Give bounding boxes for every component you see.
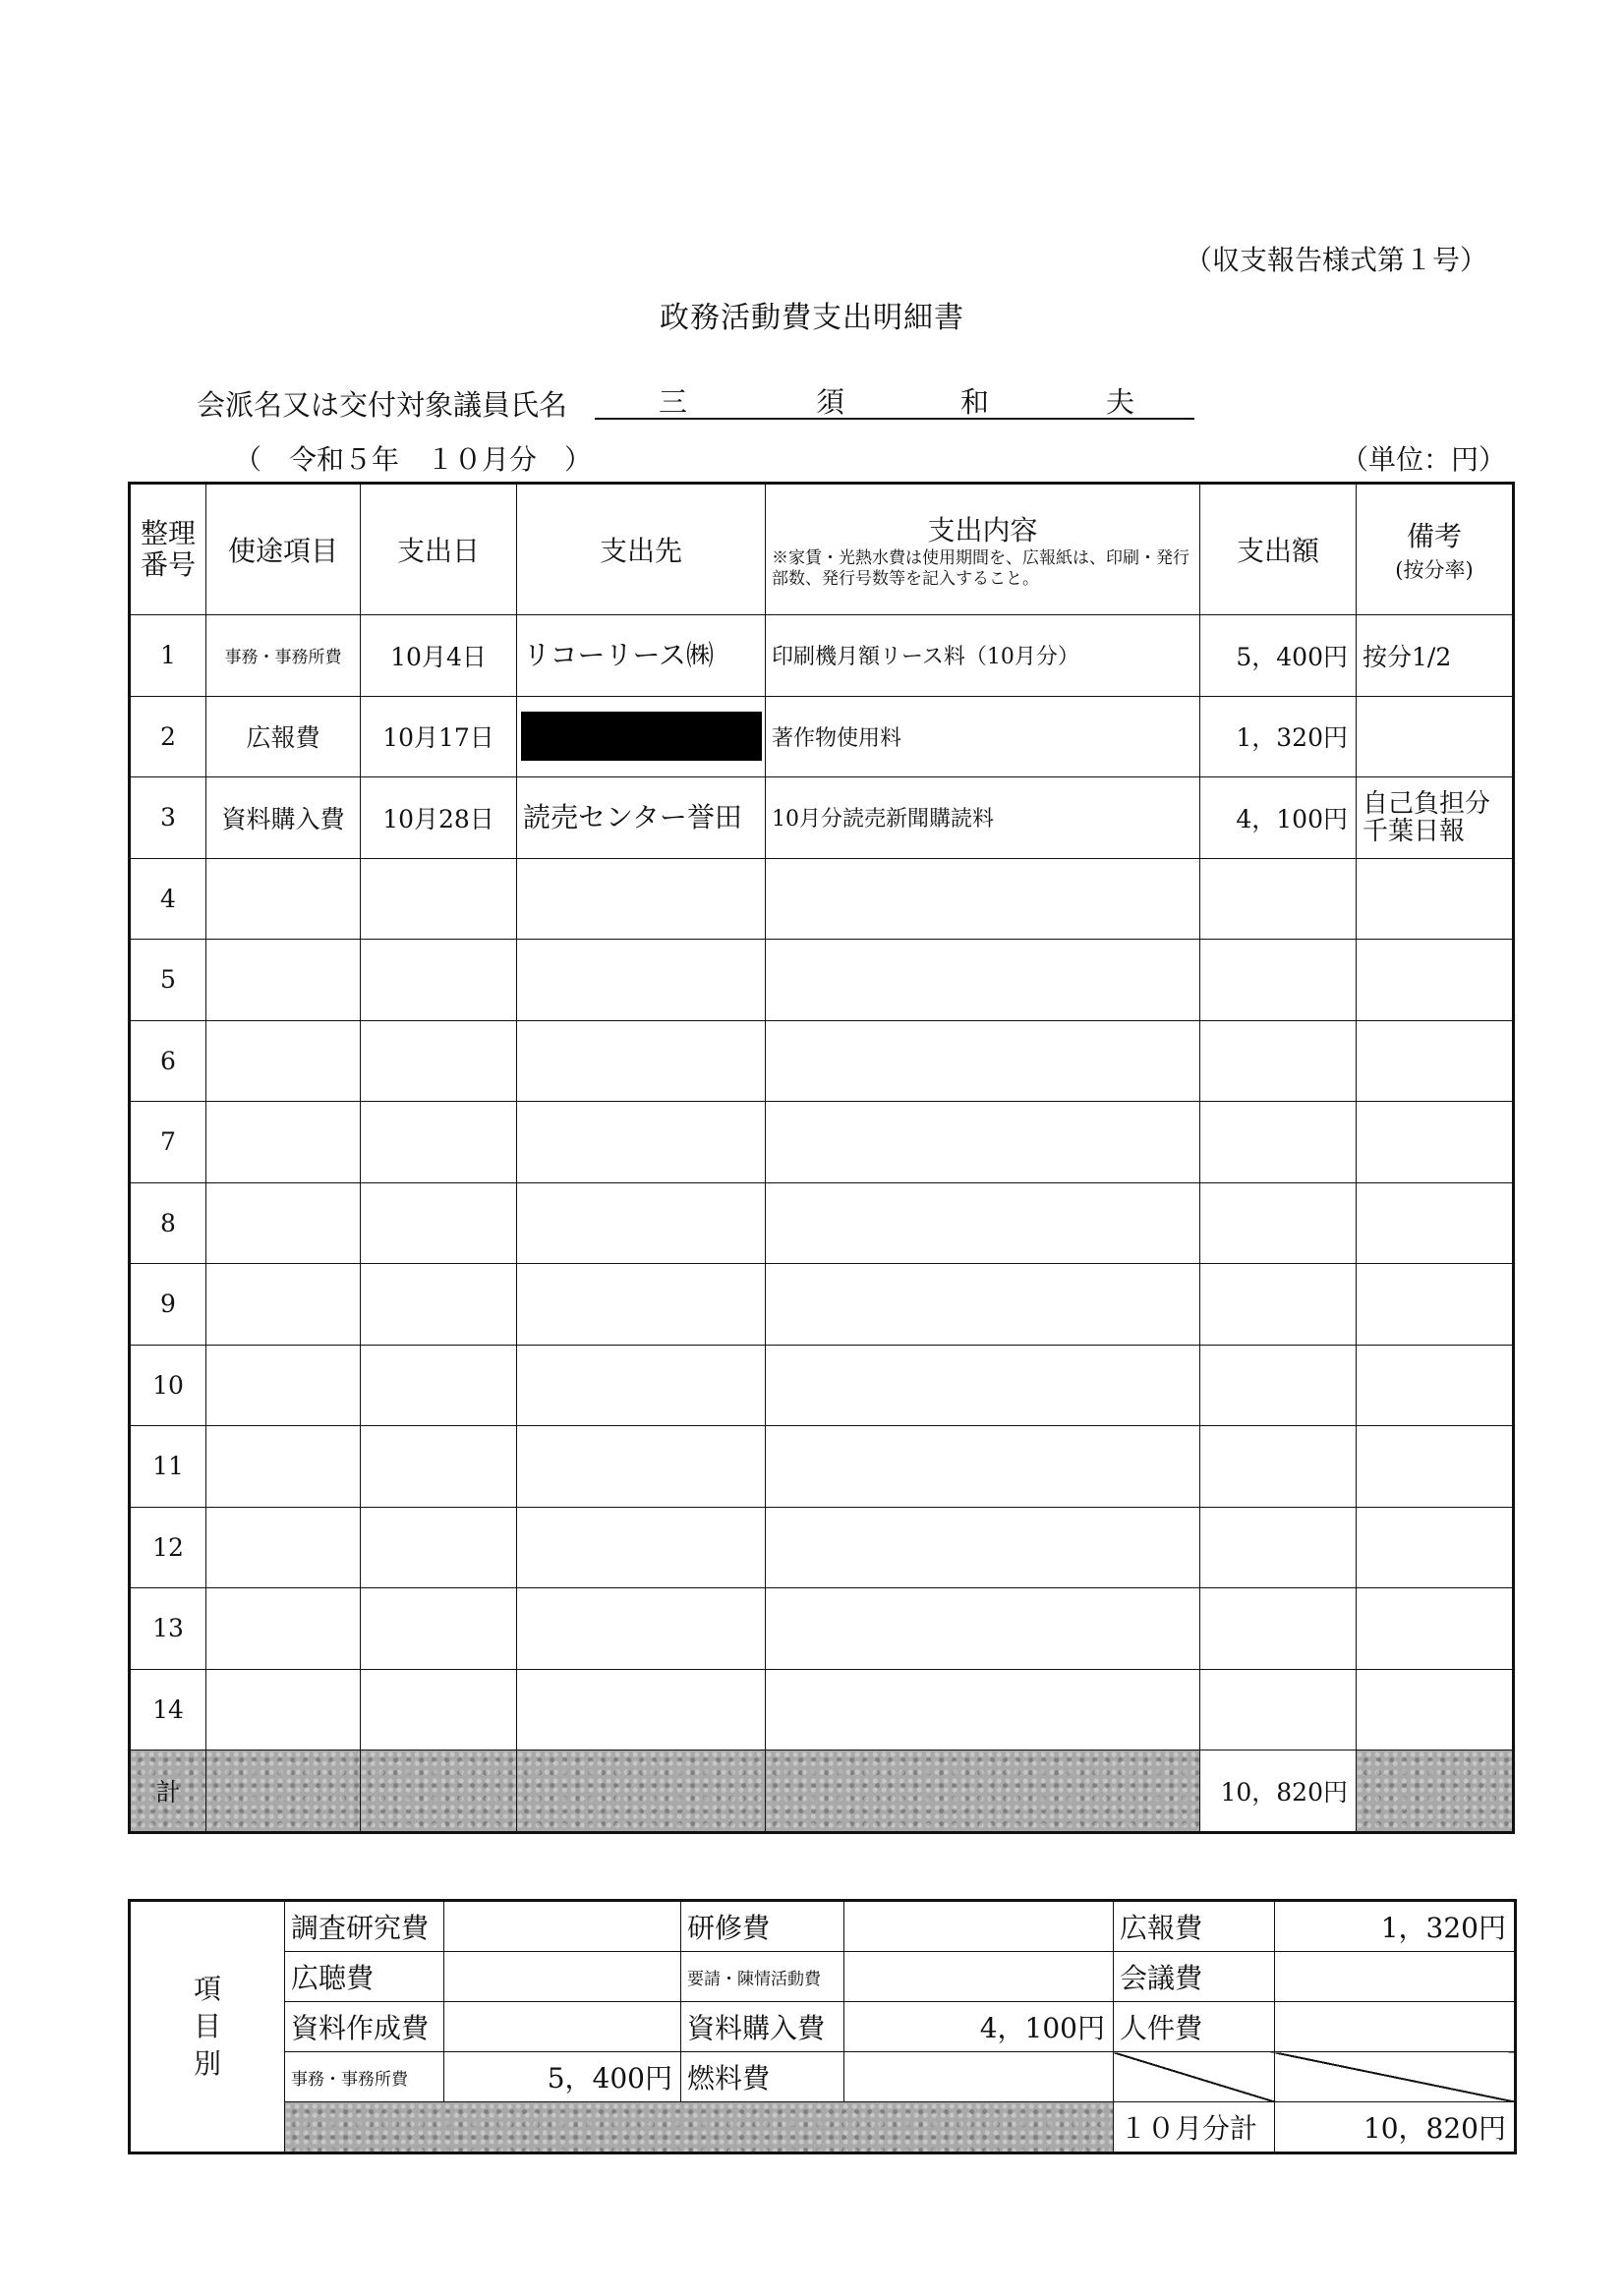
fuel-label: 燃料費 [681,2052,844,2102]
row-no: 8 [130,1182,206,1264]
row-content [766,1507,1200,1588]
row-remarks [1357,1426,1514,1508]
training-label: 研修費 [681,1901,844,1952]
pr-amount: 1，320円 [1275,1901,1516,1952]
row-payee [517,1020,766,1102]
row-remarks [1357,1507,1514,1588]
category-label: 項目別 [130,1901,285,2153]
row-date [361,1182,517,1264]
header-row [130,484,1514,615]
materials-prep-amount [444,2002,681,2052]
redaction-block [521,712,762,761]
member-name-char: 三 [659,385,688,419]
row-amount: 1，320円 [1200,696,1357,777]
row-date [361,1669,517,1751]
row-no: 12 [130,1507,206,1588]
row-amount [1200,1182,1357,1264]
header-remarks-title: 備考 [1406,520,1462,552]
hearing-label: 広聴費 [285,1952,444,2002]
row-no: 2 [130,696,206,777]
row-amount [1200,1345,1357,1426]
personnel-label: 人件費 [1114,2002,1275,2052]
row-payee [517,696,766,777]
summary-row [130,2102,1516,2153]
table-row [130,1020,1514,1102]
shaded-cell [1357,1751,1514,1833]
row-date: 10月4日 [361,615,517,697]
table-row [130,1426,1514,1508]
summary-row [130,2002,1516,2052]
row-purpose [206,1507,361,1588]
row-content [766,940,1200,1021]
row-payee [517,1669,766,1751]
row-remarks [1357,858,1514,940]
total-label: 計 [130,1751,206,1833]
header-payee: 支出先 [517,484,766,615]
table-row [130,1345,1514,1426]
header-purpose: 使途項目 [206,484,361,615]
row-content [766,1264,1200,1346]
row-amount [1200,940,1357,1021]
row-payee: 読売センター誉田 [517,777,766,859]
month-total-amount: 10，820円 [1275,2102,1516,2153]
row-remarks [1357,940,1514,1021]
row-purpose: 事務・事務所費 [206,615,361,697]
row-content [766,1182,1200,1264]
row-amount: 5，400円 [1200,615,1357,697]
unit-label: （単位：円） [1341,443,1507,476]
member-name-char: 須 [816,385,845,419]
petition-label: 要請・陳情活動費 [681,1952,844,2002]
row-date [361,1264,517,1346]
materials-purchase-label: 資料購入費 [681,2002,844,2052]
row-content [766,1345,1200,1426]
row-amount [1200,1264,1357,1346]
petition-amount [844,1952,1114,2002]
materials-purchase-amount: 4，100円 [844,2002,1114,2052]
row-purpose [206,940,361,1021]
shaded-cell [361,1751,517,1833]
row-payee [517,1345,766,1426]
row-no: 3 [130,777,206,859]
research-amount [444,1901,681,1952]
row-remarks [1357,1345,1514,1426]
shaded-cell [206,1751,361,1833]
row-content: 著作物使用料 [766,696,1200,777]
row-no: 7 [130,1102,206,1183]
row-payee [517,1264,766,1346]
personnel-amount [1275,2002,1516,2052]
form-number: （収支報告様式第１号） [1185,244,1488,276]
table-row [130,1669,1514,1751]
header-amount: 支出額 [1200,484,1357,615]
row-purpose [206,858,361,940]
table-row [130,1264,1514,1346]
member-name-char: 和 [960,385,990,419]
row-content: 印刷機月額リース料（10月分） [766,615,1200,697]
row-payee [517,1102,766,1183]
row-payee [517,1507,766,1588]
member-name-char: 夫 [1106,385,1135,419]
row-purpose [206,1182,361,1264]
report-period: （ 令和５年 １０月分 ） [234,443,593,476]
row-remarks: 按分1/2 [1357,615,1514,697]
row-payee: リコーリース㈱ [517,615,766,697]
shaded-cell [766,1751,1200,1833]
meeting-amount [1275,1952,1516,2002]
row-purpose: 資料購入費 [206,777,361,859]
crossed-out-cell [1275,2052,1516,2102]
row-amount [1200,1020,1357,1102]
row-no: 14 [130,1669,206,1751]
party-label: 会派名又は交付対象議員氏名 [197,388,568,422]
row-content [766,1588,1200,1670]
row-no: 10 [130,1345,206,1426]
table-row [130,1102,1514,1183]
crossed-out-cell [1114,2052,1275,2102]
category-summary-table [128,1899,1517,2154]
row-payee [517,858,766,940]
row-remarks [1357,1182,1514,1264]
row-no: 5 [130,940,206,1021]
row-content [766,1669,1200,1751]
row-date [361,1507,517,1588]
shaded-cell [517,1751,766,1833]
row-no: 13 [130,1588,206,1670]
header-content [766,484,1200,615]
row-amount [1200,1507,1357,1588]
header-date: 支出日 [361,484,517,615]
office-amount: 5，400円 [444,2052,681,2102]
row-date [361,858,517,940]
table-row [130,940,1514,1021]
row-no: 11 [130,1426,206,1508]
row-remarks: 自己負担分千葉日報 [1357,777,1514,859]
row-remarks [1357,1102,1514,1183]
total-row [130,1751,1514,1833]
row-purpose [206,1588,361,1670]
row-purpose [206,1426,361,1508]
row-content [766,1426,1200,1508]
row-payee [517,1426,766,1508]
month-total-label: １０月分計 [1114,2102,1275,2153]
row-purpose [206,1102,361,1183]
summary-row [130,1901,1516,1952]
row-date [361,1345,517,1426]
row-date [361,940,517,1021]
row-remarks [1357,1669,1514,1751]
pr-label: 広報費 [1114,1901,1275,1952]
total-amount: 10，820円 [1200,1751,1357,1833]
row-payee [517,1182,766,1264]
row-purpose: 広報費 [206,696,361,777]
row-content [766,1020,1200,1102]
header-content-note: ※家賃・光熱水費は使用期間を、広報紙は、印刷・発行部数、発行号数等を記入すること。 [772,548,1189,589]
row-amount [1200,1588,1357,1670]
table-row [130,858,1514,940]
table-row [130,696,1514,777]
row-content [766,1102,1200,1183]
row-remarks [1357,1264,1514,1346]
table-row [130,1507,1514,1588]
table-row [130,777,1514,859]
office-label: 事務・事務所費 [285,2052,444,2102]
row-date [361,1020,517,1102]
row-no: 4 [130,858,206,940]
summary-row [130,1952,1516,2002]
row-purpose [206,1669,361,1751]
fuel-amount [844,2052,1114,2102]
expense-table [128,482,1515,1834]
document-title: 政務活動費支出明細書 [660,301,964,335]
row-amount [1200,1102,1357,1183]
member-name [595,378,1194,420]
row-payee [517,940,766,1021]
row-content: 10月分読売新聞購読料 [766,777,1200,859]
row-amount [1200,1669,1357,1751]
row-purpose [206,1020,361,1102]
materials-prep-label: 資料作成費 [285,2002,444,2052]
row-no: 9 [130,1264,206,1346]
training-amount [844,1901,1114,1952]
row-remarks [1357,1020,1514,1102]
header-remarks-sub: (按分率) [1395,558,1474,582]
row-date: 10月28日 [361,777,517,859]
row-purpose [206,1264,361,1346]
meeting-label: 会議費 [1114,1952,1275,2002]
table-row [130,615,1514,697]
hearing-amount [444,1952,681,2002]
row-date [361,1588,517,1670]
row-remarks [1357,1588,1514,1670]
row-date: 10月17日 [361,696,517,777]
header-content-title: 支出内容 [927,514,1038,546]
row-no: 1 [130,615,206,697]
row-amount [1200,1426,1357,1508]
shaded-cell [285,2102,1114,2153]
summary-row [130,2052,1516,2102]
table-row [130,1182,1514,1264]
row-payee [517,1588,766,1670]
row-amount [1200,858,1357,940]
header-remarks [1357,484,1514,615]
row-amount: 4，100円 [1200,777,1357,859]
row-remarks [1357,696,1514,777]
row-date [361,1102,517,1183]
research-label: 調査研究費 [285,1901,444,1952]
row-no: 6 [130,1020,206,1102]
row-purpose [206,1345,361,1426]
table-row [130,1588,1514,1670]
row-date [361,1426,517,1508]
header-no: 整理番号 [130,484,206,615]
row-content [766,858,1200,940]
